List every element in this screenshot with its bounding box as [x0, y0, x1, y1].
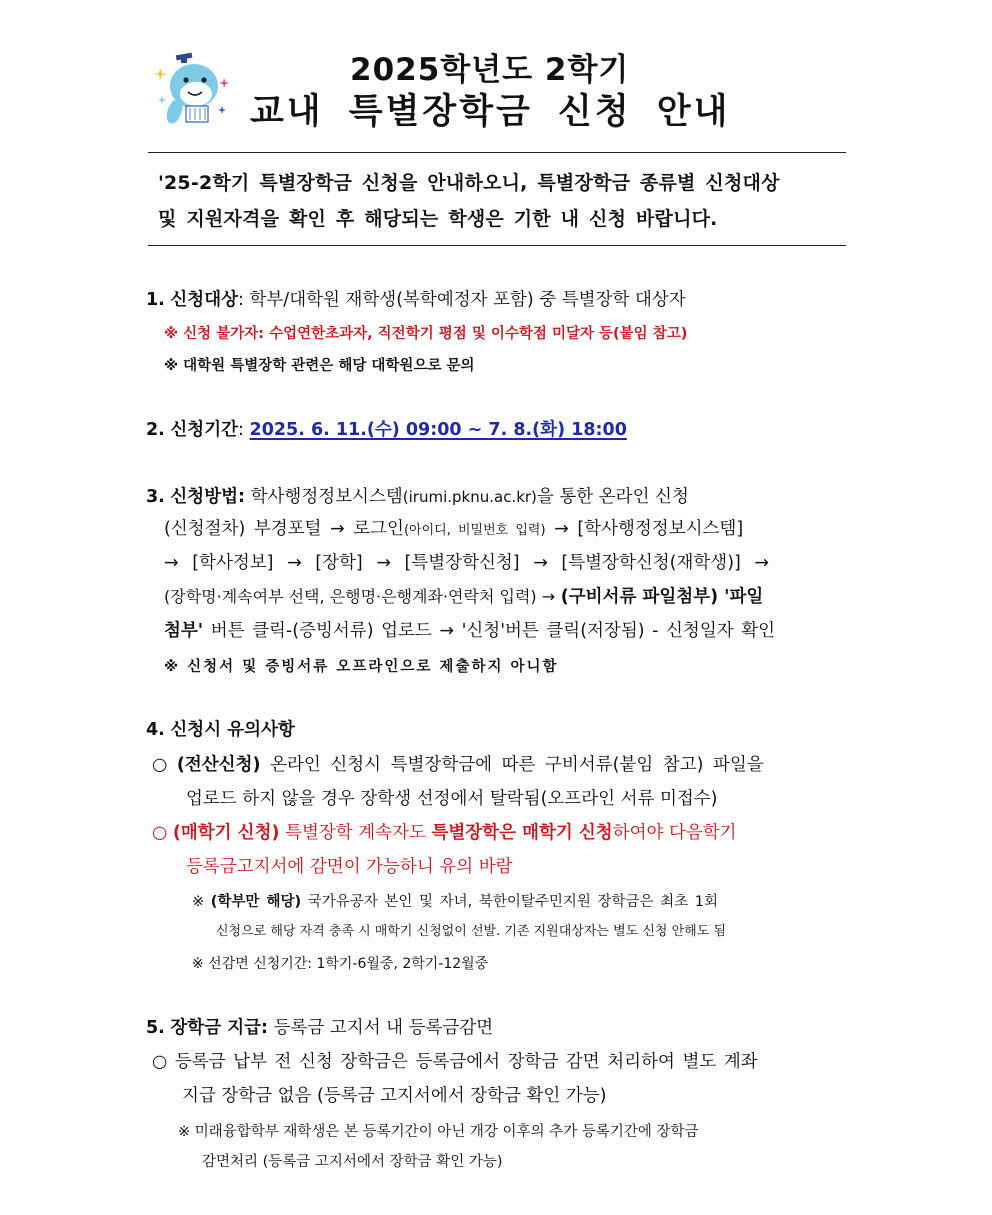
- item-2-text-b: 하여야 다음학기: [612, 823, 737, 843]
- section-4-item-1: [152, 751, 764, 776]
- intro-line-1: '25-2학기 특별장학금 신청을 안내하오니, 특별장학금 종류별 신청대상: [158, 172, 780, 194]
- note-1-line-2: 신청으로 해당 자격 충족 시 매학기 신청없이 선발. 기존 지원대상자는 별도 신청 안해도 됨: [216, 924, 726, 939]
- section-3-line-2: [164, 515, 743, 540]
- procedure-upload: 버튼 클릭-(증빙서류) 업로드 → '신청'버튼 클릭(저장됨) - 신청일자 확인: [210, 621, 776, 641]
- procedure-attach-end: 첨부': [164, 621, 204, 641]
- note-1-line-1: 국가유공자 본인 및 자녀, 북한이탈주민지원 장학금은 최초 1회: [307, 894, 718, 910]
- section-1-heading: [146, 286, 686, 311]
- procedure-a: (신청절차) 부경포털 → 로그인: [164, 519, 404, 539]
- section-1-note-graduate: ※ 대학원 특별장학 관련은 해당 대학원으로 문의: [164, 358, 475, 374]
- section-4-number: 4.: [146, 720, 165, 740]
- bullet-circle-red: ○: [152, 823, 168, 843]
- section-5-note-line-1: ※ 미래융합학부 재학생은 본 등록기간이 아닌 개강 이후의 추가 등록기간에 장학금: [178, 1124, 699, 1140]
- intro-divider-bottom: [148, 245, 846, 246]
- section-1-note-ineligible: ※ 신청 불가자: 수업연한초과자, 직전학기 평점 및 이수학점 미달자 등(붙임 참고): [164, 326, 688, 342]
- section-1-number: 1.: [146, 290, 165, 310]
- section-3-label: 신청방법:: [170, 487, 246, 507]
- item-2-bold: (매학기 신청): [172, 823, 280, 843]
- section-5-text: 등록금 고지서 내 등록금감면: [273, 1018, 494, 1038]
- section-4-item-2: [152, 819, 737, 844]
- section-3-line-4: [164, 583, 763, 608]
- section-1-label: 신청대상: [170, 290, 239, 310]
- procedure-input: (장학명·계속여부 선택, 은행명·은행계좌·연락처 입력) →: [164, 587, 556, 606]
- section-3-note-offline: ※ 신청서 및 증빙서류 오프라인으로 제출하지 아니함: [164, 659, 559, 675]
- portal-url: (irumi.pknu.ac.kr): [402, 488, 537, 506]
- section-3-text-b: 을 통한 온라인 신청: [536, 487, 689, 507]
- item-1-line-2: 업로드 하지 않을 경우 장학생 선정에서 탈락됨(오프라인 서류 미접수): [186, 789, 718, 809]
- section-5-note-line-2: 감면처리 (등록금 고지서에서 장학금 확인 가능): [202, 1154, 503, 1170]
- section-2-number: 2.: [146, 420, 165, 440]
- section-1-text: : 학부/대학원 재학생(복학예정자 포함) 중 특별장학 대상자: [238, 290, 686, 310]
- note-1-mark: ※: [192, 894, 205, 910]
- application-period: 2025. 6. 11.(수) 09:00 ~ 7. 8.(화) 18:00: [249, 420, 627, 440]
- section-3-line-3: → [학사정보] → [장학] → [특별장학신청] → [특별장학신청(재학생)] →: [164, 553, 770, 573]
- section-5-heading: [146, 1014, 493, 1039]
- section-5-item-line-1: 등록금 납부 전 신청 장학금은 등록금에서 장학금 감면 처리하여 별도 계좌: [174, 1052, 758, 1072]
- intro-line-2: 및 지원자격을 확인 후 해당되는 학생은 기한 내 신청 바랍니다.: [158, 208, 718, 230]
- whale-mascot-logo: [152, 48, 236, 130]
- item-2-text-a: 특별장학 계속자도: [285, 823, 426, 843]
- bullet-circle: ○: [152, 755, 168, 775]
- section-4-note-2: ※ 선감면 신청기간: 1학기-6월중, 2학기-12월중: [192, 956, 489, 972]
- section-5-number: 5.: [146, 1018, 165, 1038]
- section-3-number: 3.: [146, 487, 165, 507]
- section-4-heading: [146, 716, 295, 741]
- intro-divider-top: [148, 152, 846, 153]
- procedure-login-detail: (아이디, 비밀번호 입력): [403, 523, 546, 538]
- section-4-note-1: [192, 890, 718, 911]
- section-2-colon: :: [238, 420, 244, 440]
- section-3-line-5: [164, 617, 775, 642]
- section-2-label: 신청기간: [170, 420, 239, 440]
- section-2-heading: [146, 416, 627, 441]
- section-3-text-a: 학사행정정보시스템: [250, 487, 403, 507]
- section-3-heading: [146, 483, 689, 508]
- title-line-2: 교내 특별장학금 신청 안내: [250, 92, 731, 132]
- section-5-label: 장학금 지급:: [170, 1018, 269, 1038]
- section-5-item-line-2: 지급 장학금 없음 (등록금 고지서에서 장학금 확인 가능): [182, 1086, 607, 1106]
- item-2-bold-emphasis: 특별장학은 매학기 신청: [431, 823, 613, 843]
- section-4-label: 신청시 유의사항: [170, 720, 295, 740]
- item-2-line-2: 등록금고지서에 감면이 가능하니 유의 바람: [186, 857, 513, 877]
- procedure-attach: (구비서류 파일첨부) '파일: [560, 587, 764, 607]
- bullet-circle: ○: [152, 1052, 168, 1072]
- title-line-1: 2025학년도 2학기: [350, 52, 630, 88]
- section-5-item: [152, 1048, 758, 1073]
- item-1-bold: (전산신청): [176, 755, 261, 775]
- note-1-bold: (학부만 해당): [210, 894, 302, 910]
- procedure-b: → [학사행정정보시스템]: [554, 519, 744, 539]
- item-1-line-1: 온라인 신청시 특별장학금에 따른 구비서류(붙임 참고) 파일을: [270, 755, 764, 775]
